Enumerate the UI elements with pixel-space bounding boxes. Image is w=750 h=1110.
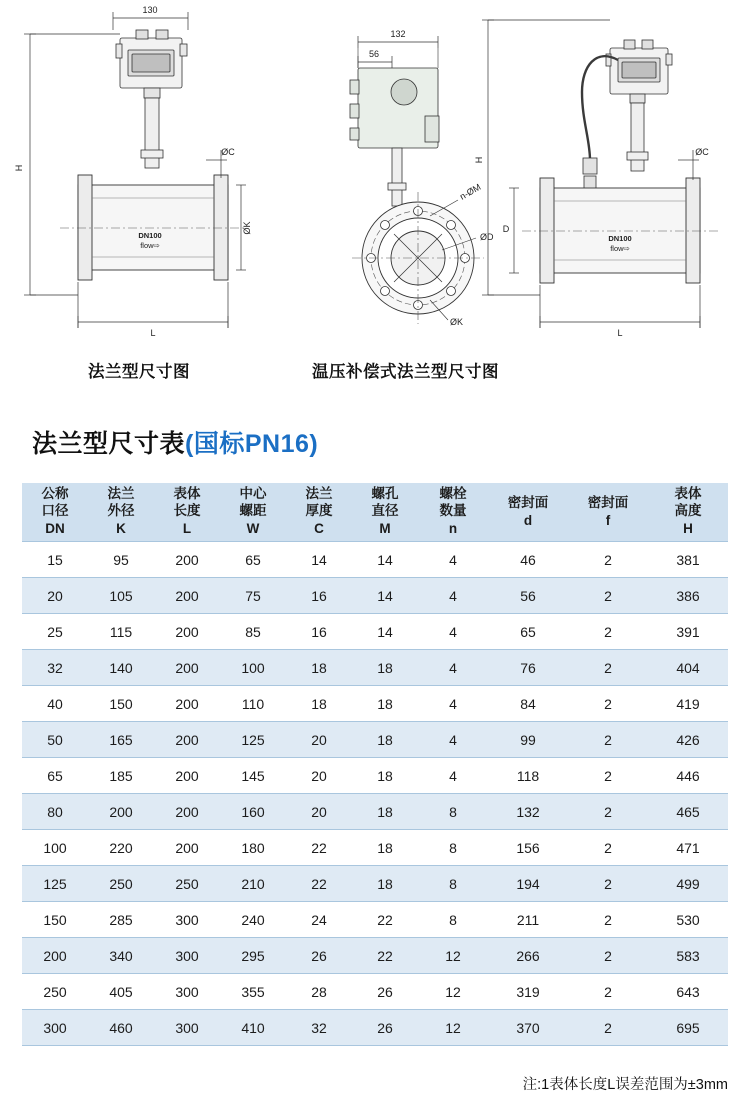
cell-k: 405 (88, 974, 154, 1010)
cell-w: 355 (220, 974, 286, 1010)
cell-d: 194 (488, 866, 568, 902)
cell-n: 4 (418, 578, 488, 614)
table-row (22, 758, 728, 794)
cell-w: 160 (220, 794, 286, 830)
cell-w: 65 (220, 542, 286, 578)
cell-h: 471 (648, 830, 728, 866)
dim-height-H: H (14, 164, 24, 172)
table-row (22, 902, 728, 938)
col-header-l-l1: 表体 (173, 486, 201, 501)
cell-d: 370 (488, 1010, 568, 1046)
cell-d: 65 (488, 614, 568, 650)
dim-dia-C2: ØC (695, 147, 709, 157)
cell-k: 220 (88, 830, 154, 866)
cell-dn: 300 (22, 1010, 88, 1046)
cell-w: 110 (220, 686, 286, 722)
cell-l: 200 (154, 542, 220, 578)
cell-m: 26 (352, 1010, 418, 1046)
col-header-n (418, 483, 488, 542)
cell-l: 200 (154, 650, 220, 686)
table-row (22, 938, 728, 974)
dim-bolts-nM: n-ØM (458, 181, 483, 202)
cell-l: 200 (154, 614, 220, 650)
cell-h: 499 (648, 866, 728, 902)
col-header-w (220, 483, 286, 542)
cell-w: 210 (220, 866, 286, 902)
cell-n: 4 (418, 650, 488, 686)
dim-height-H2: H (474, 156, 484, 164)
col-header-m (352, 483, 418, 542)
cell-c: 28 (286, 974, 352, 1010)
cell-n: 8 (418, 794, 488, 830)
cell-c: 20 (286, 722, 352, 758)
cell-m: 26 (352, 974, 418, 1010)
cell-k: 165 (88, 722, 154, 758)
cell-dn: 100 (22, 830, 88, 866)
spec-table (22, 483, 728, 1046)
table-row (22, 794, 728, 830)
col-header-f-sym: f (605, 513, 611, 528)
cell-w: 85 (220, 614, 286, 650)
cell-n: 8 (418, 866, 488, 902)
cell-m: 14 (352, 578, 418, 614)
cell-h: 386 (648, 578, 728, 614)
cell-k: 250 (88, 866, 154, 902)
col-header-f-l2: 密封面 (587, 495, 629, 510)
col-header-m-l2: 直径 (371, 503, 399, 518)
cell-w: 75 (220, 578, 286, 614)
table-row (22, 650, 728, 686)
dim-length-L2: L (617, 328, 623, 338)
cell-l: 250 (154, 866, 220, 902)
cell-m: 14 (352, 542, 418, 578)
col-header-dn-l1: 公称 (41, 486, 69, 501)
figure-flange-type (8, 0, 258, 350)
cell-dn: 65 (22, 758, 88, 794)
table-row (22, 614, 728, 650)
cell-f: 2 (568, 902, 648, 938)
cell-m: 18 (352, 794, 418, 830)
cell-f: 2 (568, 578, 648, 614)
cell-c: 24 (286, 902, 352, 938)
cell-n: 4 (418, 542, 488, 578)
cell-k: 340 (88, 938, 154, 974)
figure-compensated-side (470, 0, 745, 350)
col-header-c-l2: 厚度 (305, 503, 333, 518)
cell-f: 2 (568, 722, 648, 758)
dim-dia-D: ØD (480, 232, 494, 242)
cell-h: 695 (648, 1010, 728, 1046)
cell-l: 200 (154, 830, 220, 866)
cell-n: 4 (418, 722, 488, 758)
cell-f: 2 (568, 542, 648, 578)
table-body (22, 542, 728, 1046)
table-row (22, 1010, 728, 1046)
cell-f: 2 (568, 758, 648, 794)
cell-n: 4 (418, 614, 488, 650)
col-header-d-l2: 密封面 (507, 495, 549, 510)
cell-m: 18 (352, 722, 418, 758)
cell-h: 404 (648, 650, 728, 686)
cell-w: 125 (220, 722, 286, 758)
body-tag-dn100-2: DN100 (608, 234, 632, 243)
cell-c: 16 (286, 614, 352, 650)
cell-n: 8 (418, 902, 488, 938)
cell-dn: 250 (22, 974, 88, 1010)
cell-k: 285 (88, 902, 154, 938)
cell-k: 460 (88, 1010, 154, 1046)
cell-f: 2 (568, 614, 648, 650)
cell-l: 300 (154, 1010, 220, 1046)
col-header-f (568, 483, 648, 542)
col-header-h-l2: 高度 (674, 503, 702, 518)
body-flow-label: flow⇨ (140, 241, 160, 250)
cell-k: 150 (88, 686, 154, 722)
table-row (22, 542, 728, 578)
cell-m: 14 (352, 614, 418, 650)
cell-d: 99 (488, 722, 568, 758)
cell-f: 2 (568, 830, 648, 866)
figure-captions (0, 358, 750, 398)
col-header-w-l1: 中心 (239, 486, 267, 501)
cell-k: 115 (88, 614, 154, 650)
cell-d: 118 (488, 758, 568, 794)
cell-dn: 125 (22, 866, 88, 902)
dim-dia-K2: ØK (450, 317, 464, 327)
cell-k: 95 (88, 542, 154, 578)
cell-d: 56 (488, 578, 568, 614)
cell-c: 16 (286, 578, 352, 614)
col-header-n-l1: 螺栓 (439, 486, 467, 501)
cell-dn: 20 (22, 578, 88, 614)
cell-l: 300 (154, 902, 220, 938)
cell-l: 200 (154, 758, 220, 794)
table-header-row (22, 483, 728, 542)
cell-l: 200 (154, 686, 220, 722)
cell-l: 200 (154, 794, 220, 830)
cell-d: 46 (488, 542, 568, 578)
table-footnote: 注:1表体长度L误差范围为±3mm (522, 1077, 728, 1093)
cell-c: 14 (286, 542, 352, 578)
cell-d: 76 (488, 650, 568, 686)
cell-c: 20 (286, 758, 352, 794)
dim-length-L: L (150, 328, 156, 338)
table-row (22, 722, 728, 758)
cell-dn: 15 (22, 542, 88, 578)
cell-n: 12 (418, 938, 488, 974)
col-header-k (88, 483, 154, 542)
col-header-n-sym: n (448, 521, 458, 536)
table-row (22, 866, 728, 902)
cell-k: 200 (88, 794, 154, 830)
col-header-w-sym: W (246, 521, 260, 536)
col-header-d (488, 483, 568, 542)
cell-m: 22 (352, 938, 418, 974)
cell-l: 300 (154, 938, 220, 974)
cell-f: 2 (568, 794, 648, 830)
cell-c: 32 (286, 1010, 352, 1046)
cell-k: 185 (88, 758, 154, 794)
cell-f: 2 (568, 938, 648, 974)
cell-c: 18 (286, 686, 352, 722)
cell-dn: 40 (22, 686, 88, 722)
cell-h: 419 (648, 686, 728, 722)
col-header-k-l2: 外径 (107, 503, 135, 518)
col-header-dn-l2: 口径 (41, 503, 69, 518)
page-title-standard: (国标PN16) (185, 430, 319, 458)
cell-w: 145 (220, 758, 286, 794)
dim-top-130: 130 (142, 5, 158, 15)
col-header-m-l1: 螺孔 (371, 486, 399, 501)
cell-w: 295 (220, 938, 286, 974)
dim-sub-56: 56 (368, 49, 380, 59)
cell-h: 530 (648, 902, 728, 938)
table-row (22, 830, 728, 866)
cell-f: 2 (568, 686, 648, 722)
cell-dn: 80 (22, 794, 88, 830)
cell-h: 391 (648, 614, 728, 650)
cell-c: 26 (286, 938, 352, 974)
table-row (22, 974, 728, 1010)
col-header-m-sym: M (379, 521, 391, 536)
cell-m: 18 (352, 650, 418, 686)
col-header-k-sym: K (116, 521, 126, 536)
cell-dn: 150 (22, 902, 88, 938)
cell-d: 84 (488, 686, 568, 722)
page-title-main: 法兰型尺寸表 (32, 430, 186, 458)
dim-dia-C: ØC (221, 147, 235, 157)
cell-l: 200 (154, 578, 220, 614)
cell-m: 18 (352, 758, 418, 794)
cell-l: 200 (154, 722, 220, 758)
cell-n: 8 (418, 830, 488, 866)
dim-dia-K: ØK (242, 221, 252, 235)
cell-c: 18 (286, 650, 352, 686)
cell-h: 465 (648, 794, 728, 830)
cell-h: 583 (648, 938, 728, 974)
body-tag-dn100: DN100 (138, 231, 162, 240)
cell-k: 140 (88, 650, 154, 686)
col-header-l (154, 483, 220, 542)
spec-table-wrapper (22, 483, 728, 1046)
cell-m: 22 (352, 902, 418, 938)
cell-c: 22 (286, 830, 352, 866)
col-header-k-l1: 法兰 (107, 486, 135, 501)
col-header-n-l2: 数量 (439, 503, 467, 518)
col-header-h-l1: 表体 (674, 486, 702, 501)
cell-m: 18 (352, 830, 418, 866)
cell-f: 2 (568, 1010, 648, 1046)
col-header-c-l1: 法兰 (305, 486, 333, 501)
cell-d: 319 (488, 974, 568, 1010)
cell-f: 2 (568, 650, 648, 686)
cell-w: 410 (220, 1010, 286, 1046)
cell-d: 211 (488, 902, 568, 938)
col-header-c (286, 483, 352, 542)
dim-dia-D2: D (502, 224, 510, 234)
col-header-dn-sym: DN (45, 521, 65, 536)
cell-h: 643 (648, 974, 728, 1010)
cell-n: 4 (418, 686, 488, 722)
col-header-h-sym: H (683, 521, 693, 536)
col-header-l-l2: 长度 (173, 503, 201, 518)
col-header-h (648, 483, 728, 542)
cell-h: 446 (648, 758, 728, 794)
cell-n: 12 (418, 974, 488, 1010)
cell-dn: 200 (22, 938, 88, 974)
cell-d: 132 (488, 794, 568, 830)
col-header-d-sym: d (523, 513, 533, 528)
col-header-dn (22, 483, 88, 542)
cell-m: 18 (352, 686, 418, 722)
cell-w: 180 (220, 830, 286, 866)
cell-n: 4 (418, 758, 488, 794)
cell-f: 2 (568, 866, 648, 902)
cell-c: 22 (286, 866, 352, 902)
col-header-w-l2: 螺距 (239, 503, 267, 518)
cell-h: 381 (648, 542, 728, 578)
col-header-c-sym: C (314, 521, 324, 536)
caption-figure-1: 法兰型尺寸图 (88, 363, 190, 381)
cell-m: 18 (352, 866, 418, 902)
cell-w: 100 (220, 650, 286, 686)
cell-w: 240 (220, 902, 286, 938)
drawing-panel (0, 0, 750, 400)
body-flow-label-2: flow⇨ (610, 244, 630, 253)
dim-top-132: 132 (390, 29, 406, 39)
cell-n: 12 (418, 1010, 488, 1046)
table-row (22, 578, 728, 614)
cell-f: 2 (568, 974, 648, 1010)
cell-c: 20 (286, 794, 352, 830)
cell-l: 300 (154, 974, 220, 1010)
cell-h: 426 (648, 722, 728, 758)
caption-figure-2: 温压补偿式法兰型尺寸图 (312, 363, 499, 381)
cell-dn: 32 (22, 650, 88, 686)
cell-d: 156 (488, 830, 568, 866)
cell-k: 105 (88, 578, 154, 614)
col-header-l-sym: L (182, 521, 192, 536)
page-title (32, 424, 318, 460)
cell-d: 266 (488, 938, 568, 974)
cell-dn: 25 (22, 614, 88, 650)
table-row (22, 686, 728, 722)
cell-dn: 50 (22, 722, 88, 758)
